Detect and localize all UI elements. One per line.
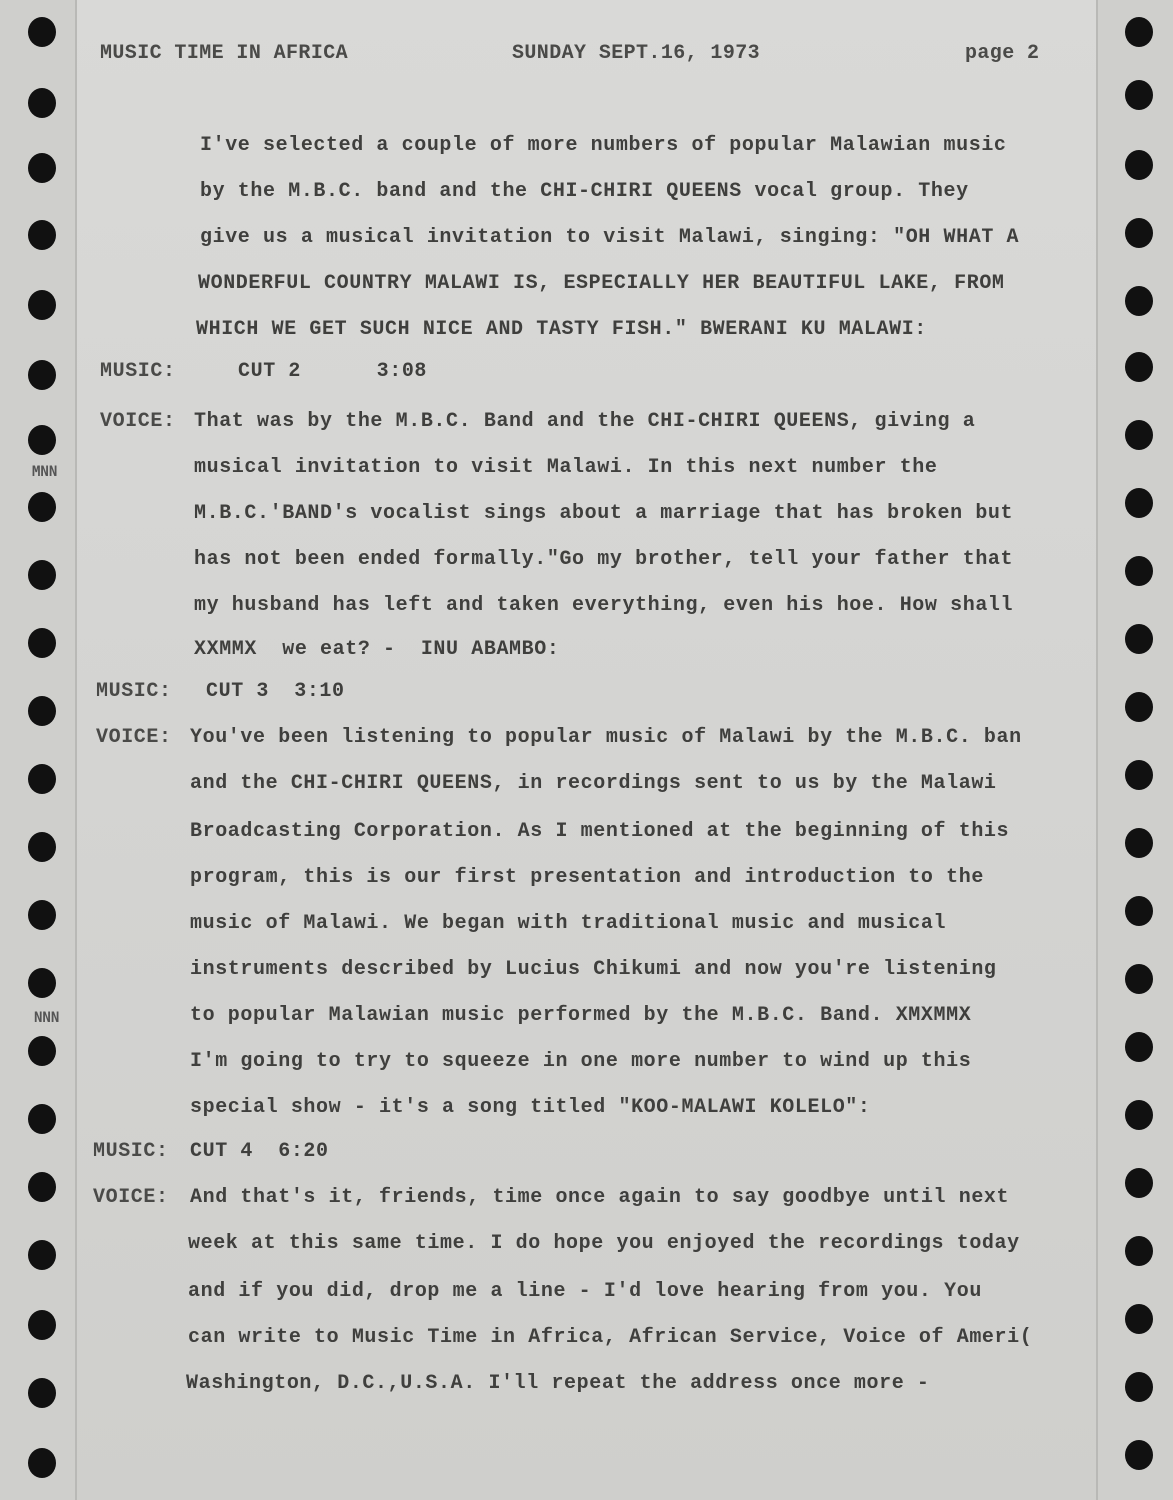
script-line: XXMMX we eat? - INU ABAMBO:: [194, 638, 560, 661]
perforation-hole: [28, 360, 56, 390]
script-line: program, this is our first presentation and introduction to the: [190, 866, 984, 889]
script-line: Broadcasting Corporation. As I mentioned at the beginning of this: [190, 820, 1010, 843]
perforation-hole: [1125, 896, 1153, 926]
perforation-hole: [1125, 964, 1153, 994]
script-line: WONDERFUL COUNTRY MALAWI IS, ESPECIALLY HER BEAUTIFUL LAKE, FROM: [198, 272, 1005, 295]
music-cue: CUT 2 3:08: [238, 360, 428, 383]
page-number: page 2: [965, 42, 1040, 65]
perforation-hole: [28, 290, 56, 320]
script-line: Washington, D.C.,U.S.A. I'll repeat the address once more -: [186, 1372, 930, 1395]
script-line: give us a musical invitation to visit Malawi, singing: "OH WHAT A: [200, 226, 1020, 249]
perforation-hole: [28, 17, 56, 47]
music-label: MUSIC:: [96, 680, 172, 703]
perforation-hole: [28, 220, 56, 250]
script-line: WHICH WE GET SUCH NICE AND TASTY FISH." BWERANI KU MALAWI:: [196, 318, 927, 341]
perforation-hole: [28, 153, 56, 183]
perforation-hole: [1125, 1304, 1153, 1334]
perforation-hole: [1125, 286, 1153, 316]
perforation-hole: [28, 968, 56, 998]
script-line: I'm going to try to squeeze in one more number to wind up this: [190, 1050, 972, 1073]
script-line: music of Malawi. We began with traditional music and musical: [190, 912, 947, 935]
script-line: week at this same time. I do hope you enjoyed the recordings today: [188, 1232, 1020, 1255]
perforation-hole: [1125, 17, 1153, 47]
perforation-hole: [28, 628, 56, 658]
perforation-hole: [1125, 420, 1153, 450]
margin-mark: NNN: [34, 1010, 60, 1026]
perforation-hole: [1125, 692, 1153, 722]
music-cue: CUT 3 3:10: [206, 680, 345, 703]
perforation-hole: [1125, 218, 1153, 248]
perforation-hole: [28, 832, 56, 862]
perforation-hole: [28, 900, 56, 930]
perforation-hole: [1125, 80, 1153, 110]
perforation-hole: [28, 1240, 56, 1270]
script-line: instruments described by Lucius Chikumi and now you're listening: [190, 958, 997, 981]
perforation-hole: [1125, 150, 1153, 180]
voice-label: VOICE:: [96, 726, 172, 749]
perforation-hole: [1125, 352, 1153, 382]
music-cue: CUT 4 6:20: [190, 1140, 329, 1163]
broadcast-date: SUNDAY SEPT.16, 1973: [512, 42, 761, 65]
script-line: special show - it's a song titled "KOO-MALAWI KOLELO":: [190, 1096, 871, 1119]
voice-label: VOICE:: [93, 1186, 169, 1209]
perforation-hole: [28, 1378, 56, 1408]
perforation-hole: [28, 1448, 56, 1478]
margin-mark: MNN: [32, 464, 58, 480]
script-line: You've been listening to popular music of Malawi by the M.B.C. ban: [190, 726, 1022, 749]
perforation-hole: [1125, 488, 1153, 518]
perforation-hole: [28, 696, 56, 726]
perforation-hole: [28, 764, 56, 794]
script-line: can write to Music Time in Africa, African Service, Voice of Ameri(: [188, 1326, 1033, 1349]
script-line: I've selected a couple of more numbers of popular Malawian music: [200, 134, 1007, 157]
perforation-hole: [28, 560, 56, 590]
program-title: MUSIC TIME IN AFRICA: [100, 42, 349, 65]
perforation-hole: [28, 492, 56, 522]
perforation-hole: [1125, 760, 1153, 790]
script-line: and the CHI-CHIRI QUEENS, in recordings sent to us by the Malawi: [190, 772, 997, 795]
perforation-hole: [1125, 624, 1153, 654]
perforation-hole: [1125, 1100, 1153, 1130]
script-line: by the M.B.C. band and the CHI-CHIRI QUEENS vocal group. They: [200, 180, 969, 203]
perforation-hole: [1125, 1032, 1153, 1062]
script-line: my husband has left and taken everything, even his hoe. How shall: [194, 594, 1014, 617]
script-line: and if you did, drop me a line - I'd love hearing from you. You: [188, 1280, 982, 1303]
perforation-hole: [28, 1172, 56, 1202]
script-line: to popular Malawian music performed by the M.B.C. Band. XMXMMX: [190, 1004, 972, 1027]
perforation-hole: [1125, 556, 1153, 586]
perforation-hole: [1125, 1236, 1153, 1266]
script-line: musical invitation to visit Malawi. In this next number the: [194, 456, 938, 479]
perforation-hole: [28, 88, 56, 118]
perforation-hole: [28, 1104, 56, 1134]
perforation-hole: [1125, 1440, 1153, 1470]
script-line: And that's it, friends, time once again to say goodbye until next: [190, 1186, 1010, 1209]
perforation-hole: [1125, 1372, 1153, 1402]
perforation-hole: [28, 1036, 56, 1066]
script-line: That was by the M.B.C. Band and the CHI-CHIRI QUEENS, giving a: [194, 410, 976, 433]
script-line: M.B.C.'BAND's vocalist sings about a marriage that has broken but: [194, 502, 1014, 525]
voice-label: VOICE:: [100, 410, 176, 433]
music-label: MUSIC:: [93, 1140, 169, 1163]
perforation-hole: [28, 425, 56, 455]
music-label: MUSIC:: [100, 360, 176, 383]
script-line: has not been ended formally."Go my brother, tell your father that: [194, 548, 1014, 571]
perforation-hole: [1125, 828, 1153, 858]
perforation-hole: [1125, 1168, 1153, 1198]
perforation-hole: [28, 1310, 56, 1340]
